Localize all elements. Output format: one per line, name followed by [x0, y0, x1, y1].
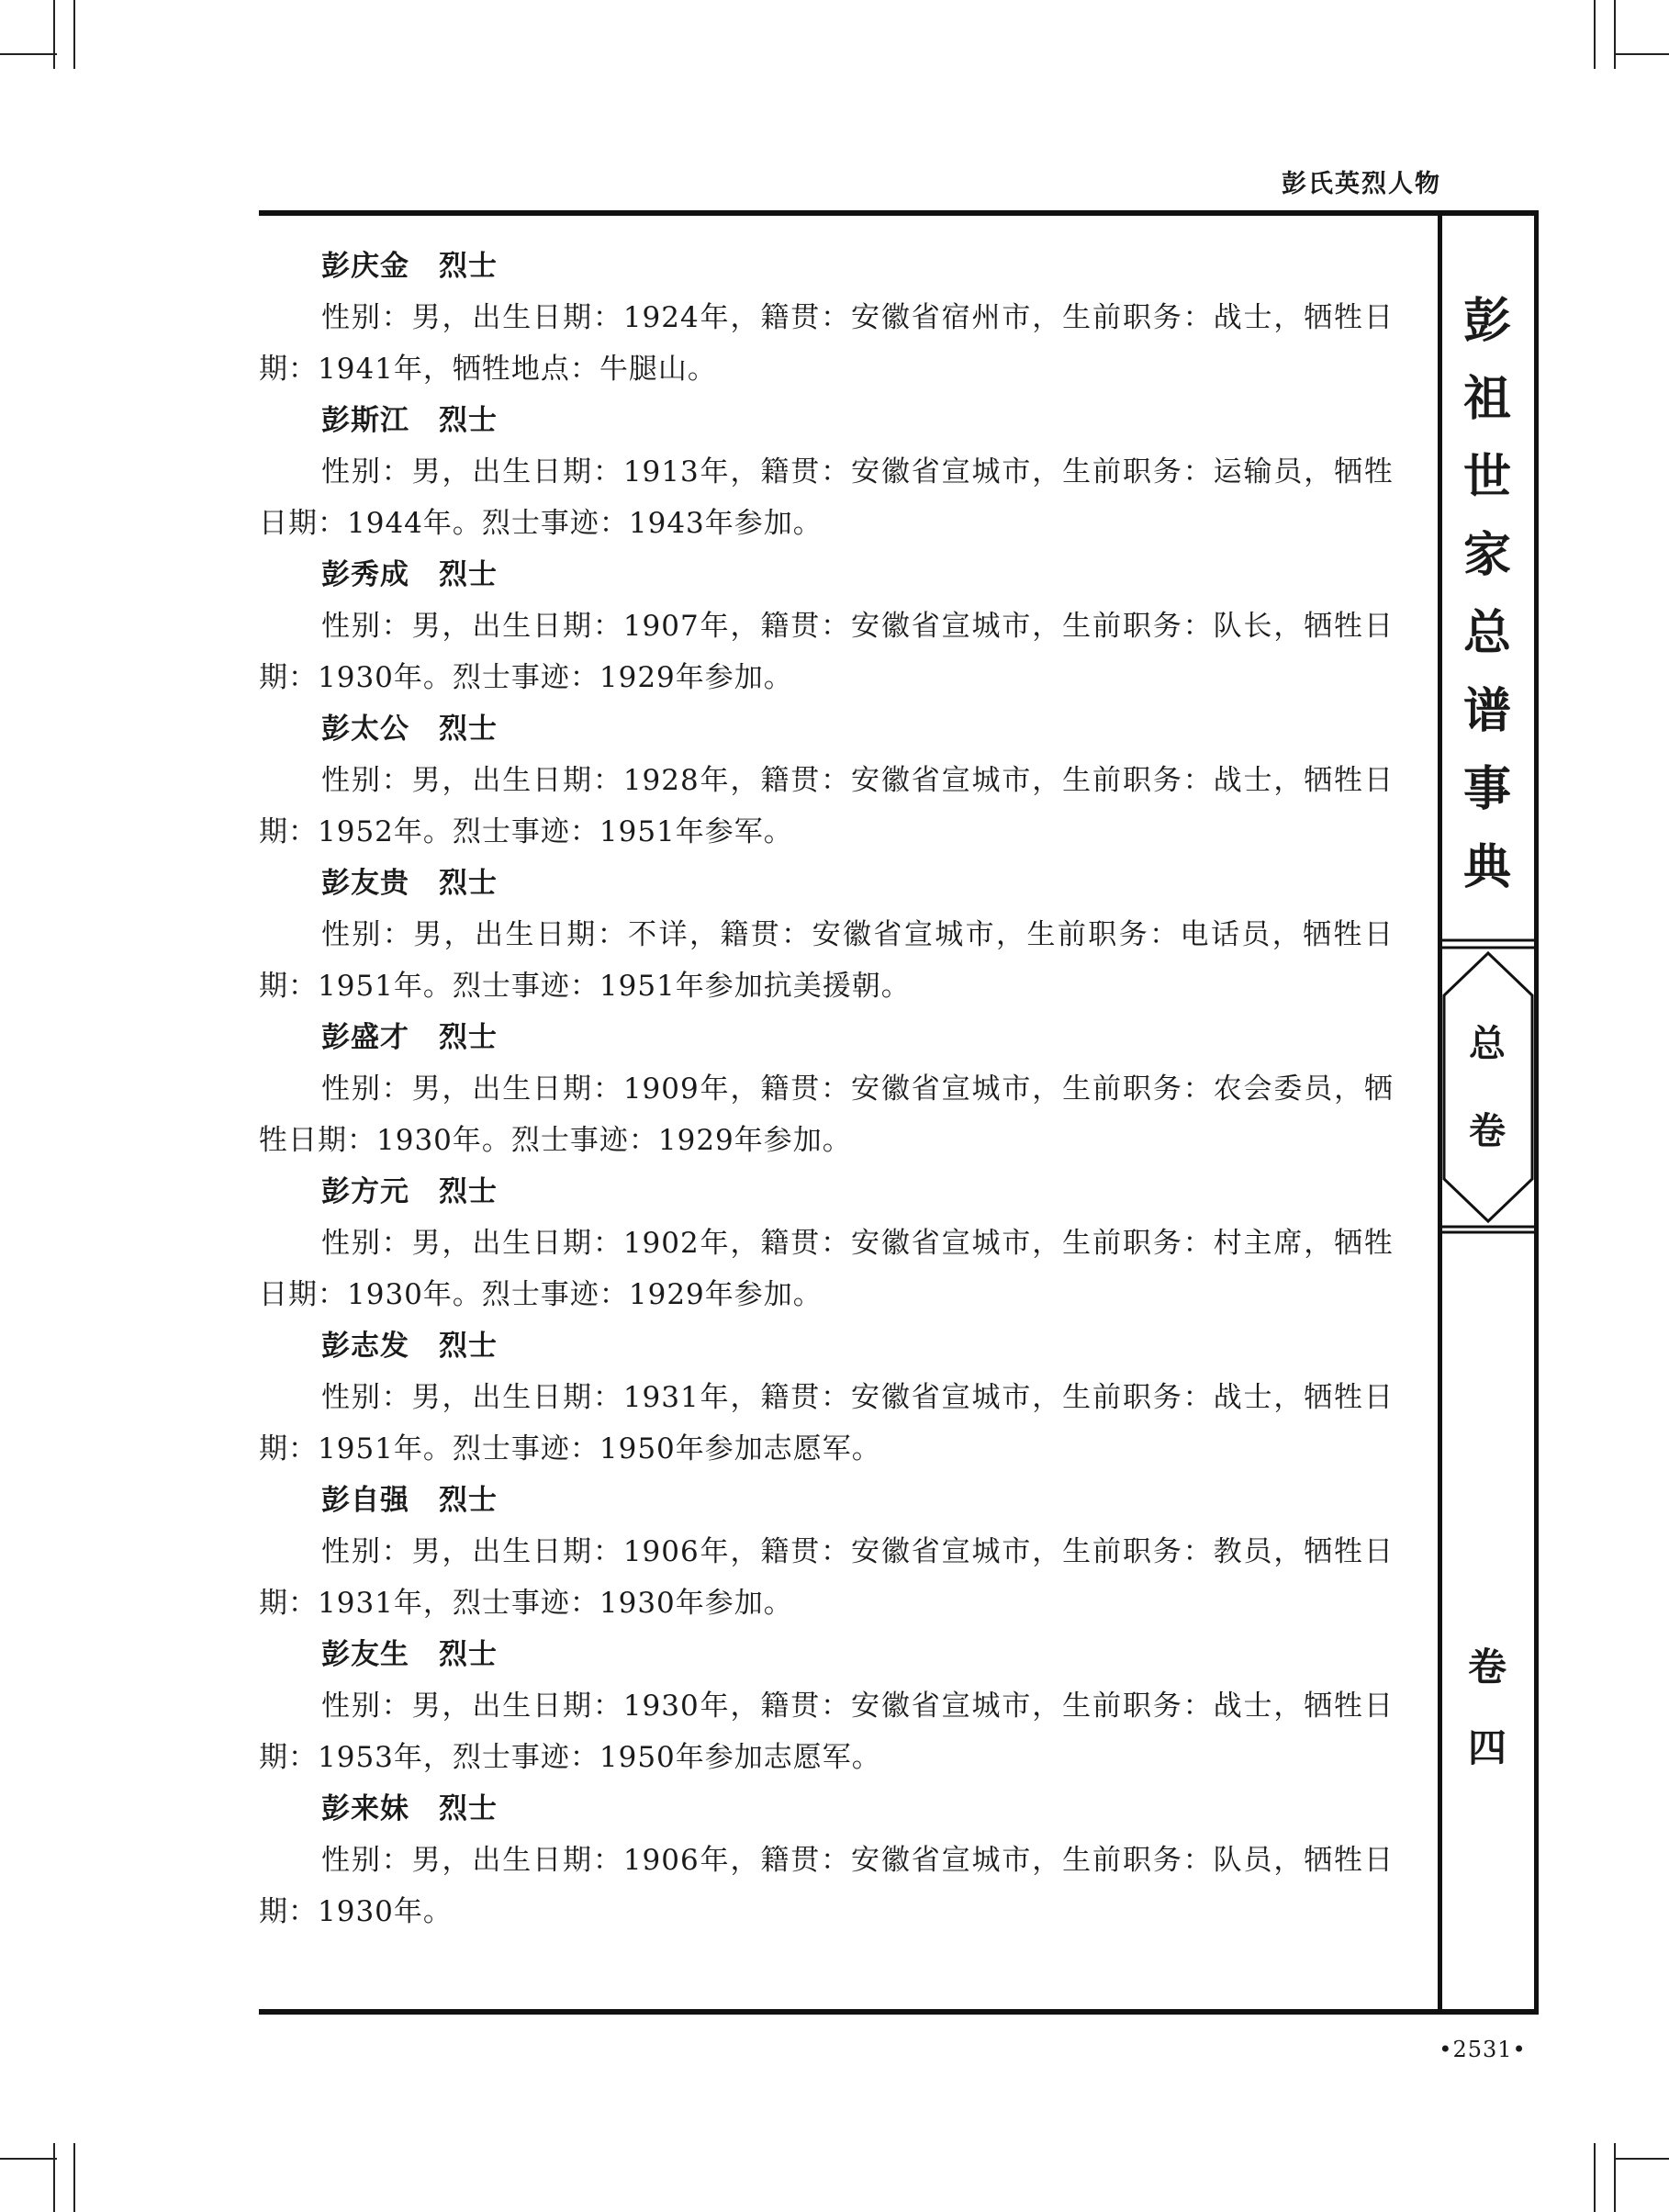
title-char: 谱	[1462, 684, 1511, 739]
crop-mark	[0, 53, 57, 55]
entry-name: 彭斯江 烈士	[321, 404, 498, 437]
entry-text: 性别：男，出生日期：1930年，籍贯：安徽省宣城市，生前职务：战士，牺牲日期：1953年，烈士事迹：1950年参加志愿军。	[259, 1690, 1394, 1774]
side-tab-right-rule	[1534, 210, 1539, 2015]
page-number: •2531•	[1439, 2037, 1527, 2062]
volume-char: 卷	[1467, 1645, 1507, 1690]
entry-name: 彭志发 烈士	[321, 1330, 498, 1363]
crop-mark	[1614, 0, 1616, 69]
volume-char: 四	[1467, 1725, 1507, 1770]
entry-text: 性别：男，出生日期：1928年，籍贯：安徽省宣城市，生前职务：战士，牺牲日期：1952年。烈士事迹：1951年参军。	[259, 764, 1394, 848]
title-char: 彭	[1462, 294, 1511, 349]
side-tab-book-title	[1446, 283, 1529, 907]
entry-text: 性别：男，出生日期：1902年，籍贯：安徽省宣城市，生前职务：村主席，牺牲日期：1930年。烈士事迹：1929年参加。	[259, 1227, 1394, 1311]
crop-mark	[1614, 53, 1669, 55]
entry-text: 性别：男，出生日期：1913年，籍贯：安徽省宣城市，生前职务：运输员，牺牲日期：1944年。烈士事迹：1943年参加。	[259, 455, 1394, 540]
martyr-entry	[259, 703, 1394, 858]
entry-name: 彭友贵 烈士	[321, 867, 498, 900]
crop-mark	[1594, 0, 1596, 69]
running-head: 彭氏英烈人物	[1282, 170, 1441, 198]
entry-text: 性别：男，出生日期：1931年，籍贯：安徽省宣城市，生前职务：战士，牺牲日期：1951年。烈士事迹：1950年参加志愿军。	[259, 1381, 1394, 1465]
entry-text: 性别：男，出生日期：1924年，籍贯：安徽省宿州市，生前职务：战士，牺牲日期：1941年，牺牲地点：牛腿山。	[259, 301, 1394, 386]
title-char: 总	[1462, 606, 1511, 661]
martyr-entry	[259, 1166, 1394, 1320]
martyr-entry	[259, 241, 1394, 395]
title-char: 事	[1462, 762, 1511, 817]
section-badge-label	[1446, 1001, 1529, 1175]
martyr-entry	[259, 1475, 1394, 1629]
title-char: 祖	[1462, 372, 1511, 427]
martyr-entry	[259, 1012, 1394, 1166]
martyr-entry	[259, 1629, 1394, 1783]
crop-mark	[0, 2158, 57, 2160]
crop-mark	[73, 0, 75, 69]
entry-text: 性别：男，出生日期：1909年，籍贯：安徽省宣城市，生前职务：农会委员，牺牲日期：1930年。烈士事迹：1929年参加。	[259, 1072, 1394, 1157]
entry-name: 彭秀成 烈士	[321, 558, 498, 591]
martyr-entry	[259, 1783, 1394, 1937]
martyr-entry	[259, 858, 1394, 1012]
volume-label	[1446, 1627, 1529, 1789]
top-rule	[259, 210, 1539, 216]
martyr-entry	[259, 395, 1394, 549]
martyr-entry	[259, 1320, 1394, 1475]
crop-mark	[1614, 2158, 1669, 2160]
bottom-rule	[259, 2009, 1539, 2015]
entry-name: 彭方元 烈士	[321, 1175, 498, 1208]
entry-name: 彭盛才 烈士	[321, 1021, 498, 1054]
martyr-entry	[259, 549, 1394, 703]
section-char: 卷	[1469, 1110, 1506, 1152]
entry-text: 性别：男，出生日期：1906年，籍贯：安徽省宣城市，生前职务：教员，牺牲日期：1931年，烈士事迹：1930年参加。	[259, 1535, 1394, 1620]
entry-name: 彭庆金 烈士	[321, 250, 498, 283]
entry-list	[259, 241, 1394, 1937]
title-char: 典	[1462, 840, 1511, 895]
title-char: 家	[1462, 528, 1511, 583]
entry-name: 彭太公 烈士	[321, 713, 498, 746]
entry-name: 彭自强 烈士	[321, 1484, 498, 1517]
crop-mark	[1594, 2143, 1596, 2212]
entry-text: 性别：男，出生日期：1906年，籍贯：安徽省宣城市，生前职务：队员，牺牲日期：1930年。	[259, 1844, 1394, 1928]
crop-mark	[53, 2143, 55, 2212]
entry-name: 彭友生 烈士	[321, 1638, 498, 1671]
crop-mark	[53, 0, 55, 69]
title-char: 世	[1462, 450, 1511, 505]
entry-text: 性别：男，出生日期：1907年，籍贯：安徽省宣城市，生前职务：队长，牺牲日期：1930年。烈士事迹：1929年参加。	[259, 610, 1394, 694]
crop-mark	[1614, 2143, 1616, 2212]
entry-name: 彭来妹 烈士	[321, 1792, 498, 1825]
crop-mark	[73, 2143, 75, 2212]
section-char: 总	[1469, 1023, 1506, 1065]
entry-text: 性别：男，出生日期：不详，籍贯：安徽省宣城市，生前职务：电话员，牺牲日期：1951年。烈士事迹：1951年参加抗美援朝。	[259, 918, 1394, 1003]
